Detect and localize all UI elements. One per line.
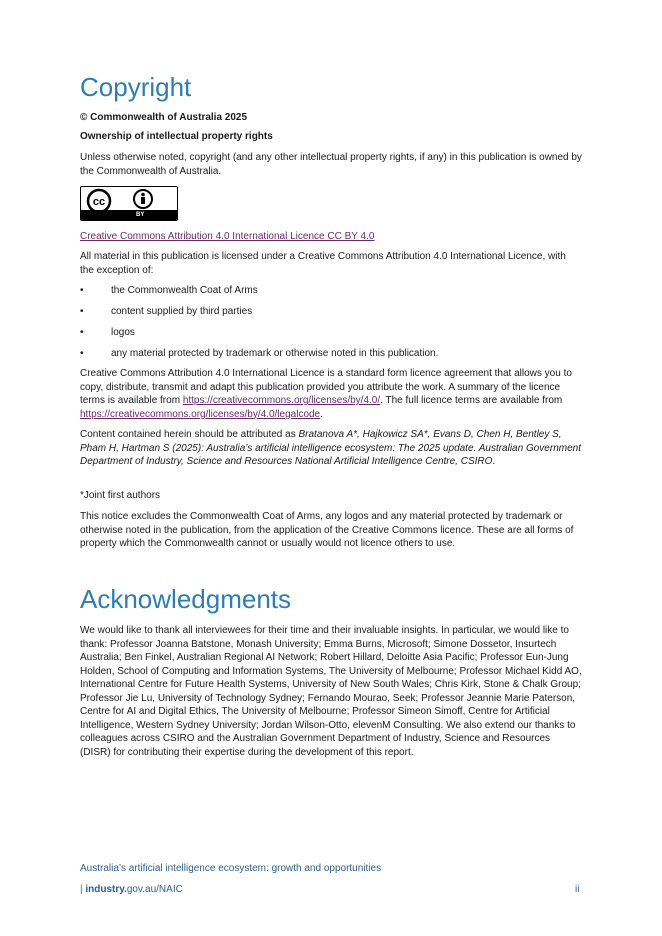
list-item: • any material protected by trademark or otherwise noted in this publication. bbox=[80, 348, 439, 359]
exceptions-list bbox=[80, 284, 582, 368]
list-item: • logos bbox=[80, 327, 135, 338]
material-text: All material in this publication is licensed under a Creative Commons Attribution 4.0 International Licence, with the exception of: bbox=[80, 251, 566, 276]
list-item: • the Commonwealth Coat of Arms bbox=[80, 285, 258, 296]
cc-by-badge[interactable] bbox=[80, 186, 178, 221]
copyright-heading: Copyright bbox=[80, 72, 192, 102]
acknowledgments-text: We would like to thank all interviewees for their time and their invaluable insights. In particular, we would like to thank: Professor Joanna Batstone, Monash University; Emma Burns, Microsoft; Simone Dossetor, Insurtech Australia; Ben Finkel, Australian Regional AI Network; Robert Hillard, Deloitte Asia Pacific; Professor Eun-Jung Holden, School of Computing and Information Systems, The University of Melbourne; Professor Michael Kidd AO, International Centre for Future Health Systems, University of New South Wales; Chris Kirk, Stone & Chalk Group; Professor Jie Lu, University of Technology Sydney; Fernando Mourao, Seek; Professor Jeannie Marie Paterson, Centre for AI and Digital Ethics, The University of Melbourne; Professor Simeon Simoff, Centre for Artificial Intelligence, Western Sydney University; Jordan Wilson-Otto, elevenM Consulting. We also extend our thanks to colleagues across CSIRO and the Australian Government Department of Industry, Science and Resources (DISR) for contributing their expertise during the development of this report. bbox=[80, 625, 582, 758]
svg-text:cc: cc bbox=[92, 196, 106, 208]
licence-link[interactable]: Creative Commons Attribution 4.0 International Licence CC BY 4.0 bbox=[80, 231, 375, 242]
commonwealth-copyright: © Commonwealth of Australia 2025 bbox=[80, 112, 248, 123]
full-licence-link[interactable]: https://creativecommons.org/licenses/by/4.0/legalcode bbox=[80, 408, 321, 420]
licence-paragraph: Creative Commons Attribution 4.0 International Licence is a standard form licence agreement that allows you to copy, distribute, transmit and adapt this publication provided you attribute the work. A summary of the licence terms is available from https://creativecommons.org/licenses/by/4.0/. The full licence terms are available from https://creativecommons.org/licenses/by/4.0/legalcode. bbox=[80, 368, 572, 420]
attribution-paragraph: Content contained herein should be attributed as Bratanova A*, Hajkowicz SA*, Evans D, Chen H, Bentley S, Pham H, Hartman S (2025): Australia’s artificial intelligence ecosystem: The 2025 update. Australian Government Department of Industry, Science and Resources National Artificial Intelligence Centre, CSIRO. bbox=[80, 429, 581, 467]
footer-url[interactable]: | industry.gov.au/NAIC bbox=[80, 884, 183, 895]
ownership-title: Ownership of intellectual property rights bbox=[80, 131, 273, 142]
summary-licence-link[interactable]: https://creativecommons.org/licenses/by/4.0/ bbox=[182, 395, 381, 406]
notice-text: This notice excludes the Commonwealth Coat of Arms, any logos and any material protected by trademark or otherwise noted in the publication, from the application of the Creative Commons licence. These are all forms of property which the Commonwealth cannot or usually would not licence others to use. bbox=[80, 511, 574, 549]
list-item: • content supplied by third parties bbox=[80, 306, 253, 317]
acknowledgments-heading: Acknowledgments bbox=[80, 584, 291, 614]
cc-by-label: BY bbox=[136, 212, 145, 218]
ownership-text: Unless otherwise noted, copyright (and any other intellectual property rights, if any) in this publication is owned by the Commonwealth of Australia. bbox=[80, 152, 582, 177]
page-number: ii bbox=[575, 884, 580, 895]
joint-authors-note: *Joint first authors bbox=[80, 490, 161, 501]
footer-report-title: Australia’s artificial intelligence ecosystem: growth and opportunities bbox=[80, 863, 382, 874]
